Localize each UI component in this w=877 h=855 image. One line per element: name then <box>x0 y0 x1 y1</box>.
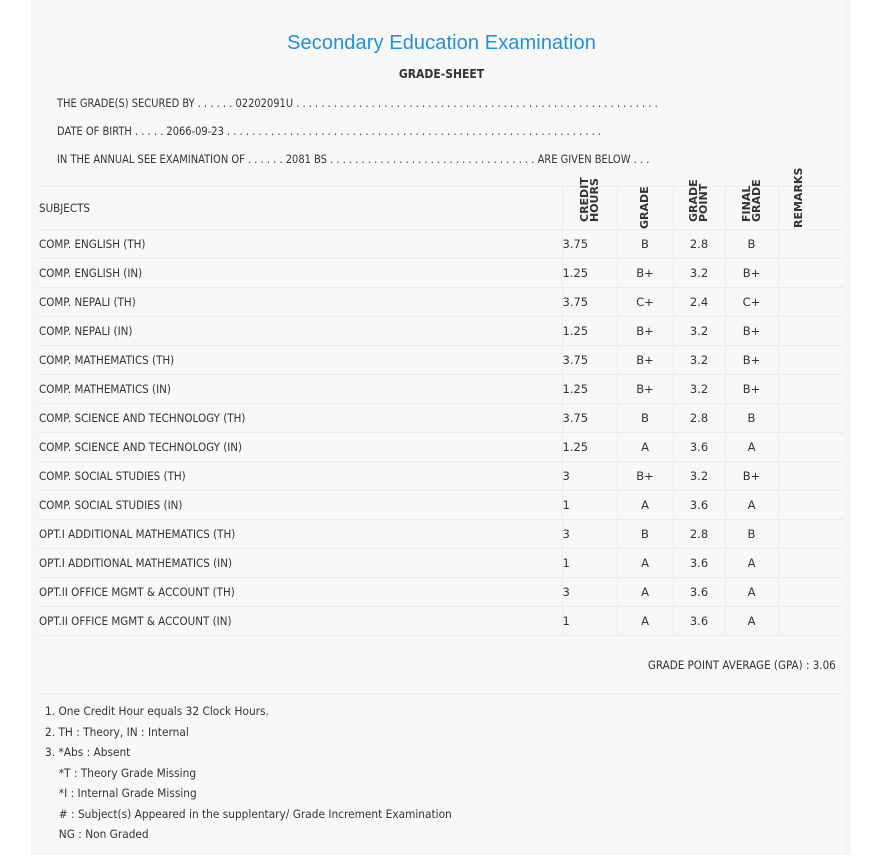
subject-cell: COMP. SCIENCE AND TECHNOLOGY (TH) <box>39 404 562 433</box>
note-item: 3. *Abs : Absent <box>45 745 131 759</box>
final-grade-cell: B+ <box>725 259 778 288</box>
credit-hours-cell: 1.25 <box>562 259 617 288</box>
page-wrapper <box>31 0 851 855</box>
grade-point-cell: 2.8 <box>673 520 725 549</box>
grade-cell: B+ <box>617 462 673 491</box>
grade-sheet-heading: GRADE-SHEET <box>398 67 485 81</box>
note-item: 1. One Credit Hour equals 32 Clock Hours. <box>45 704 269 718</box>
credit-hours-cell: 3 <box>562 520 617 549</box>
grade-cell: A <box>617 578 673 607</box>
grade-cell: C+ <box>617 288 673 317</box>
remarks-cell <box>778 433 844 462</box>
table-row <box>39 404 844 433</box>
remarks-cell <box>778 404 844 433</box>
final-grade-cell: B <box>725 404 778 433</box>
header-grade-point: GRADE POINT <box>673 187 725 230</box>
table-row <box>39 549 844 578</box>
final-grade-cell: B+ <box>725 462 778 491</box>
final-grade-cell: B <box>725 230 778 259</box>
grade-sheet-panel <box>39 1 844 855</box>
header-subjects: SUBJECTS <box>39 187 562 230</box>
remarks-cell <box>778 230 844 259</box>
grade-point-cell: 3.2 <box>673 259 725 288</box>
table-row <box>39 259 844 288</box>
note-item: *I : Internal Grade Missing <box>58 786 197 800</box>
final-grade-cell: B+ <box>725 346 778 375</box>
final-grade-cell: B+ <box>725 375 778 404</box>
remarks-cell <box>778 607 844 636</box>
final-grade-cell: C+ <box>725 288 778 317</box>
grade-cell: A <box>617 549 673 578</box>
remarks-cell <box>778 549 844 578</box>
credit-hours-cell: 1 <box>562 491 617 520</box>
remarks-cell <box>778 462 844 491</box>
page-title: Secondary Education Examination <box>287 32 596 54</box>
subject-cell: COMP. SOCIAL STUDIES (TH) <box>39 462 562 491</box>
grade-point-cell: 2.4 <box>673 288 725 317</box>
note-item: # : Subject(s) Appeared in the supplentary/ Grade Increment Examination <box>58 806 452 821</box>
table-row <box>39 317 844 346</box>
subject-cell: COMP. NEPALI (IN) <box>39 317 562 346</box>
credit-hours-cell: 1.25 <box>562 433 617 462</box>
header-grade: GRADE <box>617 187 673 230</box>
grade-cell: A <box>617 607 673 636</box>
header-credit-hours: CREDIT HOURS <box>562 187 617 230</box>
table-row <box>39 433 844 462</box>
credit-hours-cell: 1.25 <box>562 375 617 404</box>
grade-cell: B+ <box>617 259 673 288</box>
credit-hours-cell: 3.75 <box>562 404 617 433</box>
notes-section <box>45 703 487 847</box>
remarks-cell <box>778 375 844 404</box>
grade-point-cell: 3.2 <box>673 375 725 404</box>
note-item: NG : Non Graded <box>58 827 149 841</box>
credit-hours-cell: 1.25 <box>562 317 617 346</box>
final-grade-cell: A <box>725 433 778 462</box>
table-row <box>39 607 844 636</box>
grade-cell: B+ <box>617 375 673 404</box>
credit-hours-cell: 3.75 <box>562 230 617 259</box>
table-row <box>39 578 844 607</box>
secured-by-line: THE GRADE(S) SECURED BY . . . . . . 02202091U . . . . . . . . . . . . . . . . . . . . . . . . . . . . . . . . . . . . . . . . . . . . . . . . . . . . . . . . . . <box>57 96 658 110</box>
final-grade-cell: A <box>725 578 778 607</box>
grade-point-cell: 3.2 <box>673 346 725 375</box>
grade-cell: B <box>617 520 673 549</box>
grade-point-cell: 3.6 <box>673 607 725 636</box>
table-row <box>39 462 844 491</box>
credit-hours-cell: 3.75 <box>562 288 617 317</box>
grades-table-wrapper <box>39 167 844 636</box>
subject-cell: COMP. MATHEMATICS (TH) <box>39 346 562 375</box>
header-final-grade: FINAL GRADE <box>725 187 778 230</box>
grades-table-body <box>39 230 844 636</box>
subject-cell: COMP. ENGLISH (TH) <box>39 230 562 259</box>
final-grade-cell: A <box>725 607 778 636</box>
remarks-cell <box>778 491 844 520</box>
subject-cell: COMP. MATHEMATICS (IN) <box>39 375 562 404</box>
grade-point-cell: 3.6 <box>673 578 725 607</box>
table-row <box>39 230 844 259</box>
grade-cell: A <box>617 433 673 462</box>
subject-cell: COMP. ENGLISH (IN) <box>39 259 562 288</box>
subject-cell: OPT.I ADDITIONAL MATHEMATICS (TH) <box>39 520 562 549</box>
remarks-cell <box>778 317 844 346</box>
table-row <box>39 491 844 520</box>
remarks-cell <box>778 288 844 317</box>
grade-point-cell: 3.6 <box>673 433 725 462</box>
grade-cell: B <box>617 404 673 433</box>
credit-hours-cell: 1 <box>562 607 617 636</box>
grade-point-cell: 3.2 <box>673 317 725 346</box>
table-row <box>39 375 844 404</box>
grade-point-cell: 3.2 <box>673 462 725 491</box>
header-remarks: REMARKS <box>778 187 844 230</box>
subject-cell: OPT.I ADDITIONAL MATHEMATICS (IN) <box>39 549 562 578</box>
subject-cell: COMP. SCIENCE AND TECHNOLOGY (IN) <box>39 433 562 462</box>
date-of-birth-line: DATE OF BIRTH . . . . . 2066-09-23 . . . . . . . . . . . . . . . . . . . . . . . . . . . . . . . . . . . . . . . . . . . . . . . . . . . . . . . . . . . . <box>57 124 602 138</box>
remarks-cell <box>778 346 844 375</box>
final-grade-cell: B+ <box>725 317 778 346</box>
exam-line: IN THE ANNUAL SEE EXAMINATION OF . . . . . . 2081 BS . . . . . . . . . . . . . . . . . . . . . . . . . . . . . . . . . ARE GIVEN BELOW . . . <box>57 152 650 166</box>
table-row <box>39 346 844 375</box>
remarks-cell <box>778 259 844 288</box>
credit-hours-cell: 3 <box>562 578 617 607</box>
grades-table <box>39 167 844 636</box>
subject-cell: OPT.II OFFICE MGMT & ACCOUNT (TH) <box>39 578 562 607</box>
gpa-row <box>39 641 844 694</box>
final-grade-cell: A <box>725 491 778 520</box>
final-grade-cell: B <box>725 520 778 549</box>
subject-cell: OPT.II OFFICE MGMT & ACCOUNT (IN) <box>39 607 562 636</box>
grade-point-cell: 3.6 <box>673 491 725 520</box>
note-item: 2. TH : Theory, IN : Internal <box>45 724 189 739</box>
grade-cell: B <box>617 230 673 259</box>
credit-hours-cell: 1 <box>562 549 617 578</box>
final-grade-cell: A <box>725 549 778 578</box>
table-row <box>39 288 844 317</box>
grade-cell: A <box>617 491 673 520</box>
grade-point-cell: 3.6 <box>673 549 725 578</box>
grade-point-cell: 2.8 <box>673 404 725 433</box>
table-header-row <box>39 187 844 230</box>
note-item: *T : Theory Grade Missing <box>58 765 197 780</box>
credit-hours-cell: 3 <box>562 462 617 491</box>
grade-point-cell: 2.8 <box>673 230 725 259</box>
remarks-cell <box>778 520 844 549</box>
grade-cell: B+ <box>617 346 673 375</box>
credit-hours-cell: 3.75 <box>562 346 617 375</box>
remarks-cell <box>778 578 844 607</box>
subject-cell: COMP. SOCIAL STUDIES (IN) <box>39 491 562 520</box>
grade-cell: B+ <box>617 317 673 346</box>
gpa-text: GRADE POINT AVERAGE (GPA) : 3.06 <box>648 658 836 672</box>
subject-cell: COMP. NEPALI (TH) <box>39 288 562 317</box>
table-row <box>39 520 844 549</box>
